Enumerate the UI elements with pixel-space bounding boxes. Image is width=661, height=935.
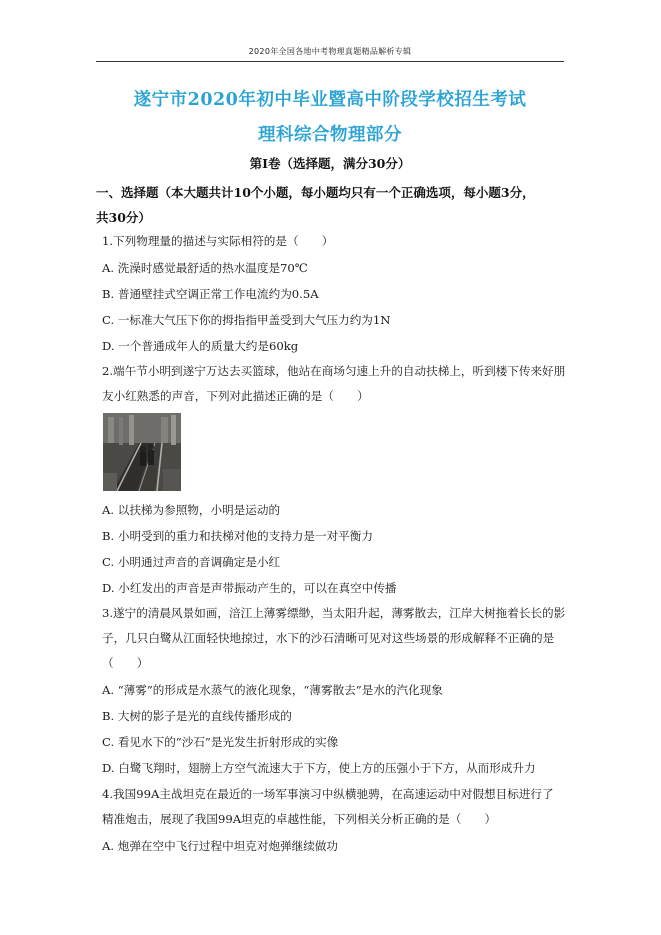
q3-option-b: B. 大树的影子是光的直线传播形成的 (102, 709, 292, 723)
volume-heading: 第I卷（选择题，满分30分） (249, 156, 411, 171)
q2-option-a: A. 以扶梯为参照物，小明是运动的 (102, 503, 281, 517)
q2-stem-line-2: 友小红熟悉的声音，下列对此描述正确的是（ ） (102, 389, 369, 403)
q1-stem: 1.下列物理量的描述与实际相符的是（ ） (102, 234, 334, 248)
q4-option-a: A. 炮弹在空中飞行过程中坦克对炮弹继续做功 (102, 839, 339, 853)
q3-option-a: A. “薄雾”的形成是水蒸气的液化现象，“薄雾散去”是水的汽化现象 (102, 683, 443, 697)
q1-option-b: B. 普通壁挂式空调正常工作电流约为0.5A (102, 287, 319, 301)
q1-option-d: D. 一个普通成年人的质量大约是60kg (102, 339, 299, 353)
header-divider (96, 61, 564, 62)
q3-stem-line-1: 3.遂宁的清晨风景如画，涪江上薄雾缥缈，当太阳升起，薄雾散去，江岸大树拖着长长的影 (102, 606, 566, 620)
escalator-photo (103, 413, 181, 491)
q2-option-b: B. 小明受到的重力和扶梯对他的支持力是一对平衡力 (102, 529, 373, 543)
q3-option-d: D. 白鹭飞翔时，翅膀上方空气流速大于下方，使上方的压强小于下方，从而形成升力 (102, 761, 536, 775)
section-heading-line-2: 共30分） (96, 210, 151, 225)
q2-option-c: C. 小明通过声音的音调确定是小红 (102, 555, 281, 569)
q1-option-c: C. 一标准大气压下你的拇指指甲盖受到大气压力约为1N (102, 313, 391, 327)
section-heading-line-1: 一、选择题（本大题共计10个小题，每小题均只有一个正确选项，每小题3分， (96, 185, 535, 200)
q3-option-c: C. 看见水下的“沙石”是光发生折射形成的实像 (102, 735, 339, 749)
exam-subtitle: 理科综合物理部分 (258, 125, 402, 145)
q3-stem-line-3: （ ） (102, 656, 149, 670)
exam-title: 遂宁市2020年初中毕业暨高中阶段学校招生考试 (133, 90, 527, 110)
q3-stem-line-2: 子，几只白鹭从江面轻快地掠过，水下的沙石清晰可见对这些场景的形成解释不正确的是 (102, 631, 555, 645)
q2-option-d: D. 小红发出的声音是声带振动产生的，可以在真空中传播 (102, 581, 397, 595)
q4-stem-line-1: 4.我国99A主战坦克在最近的一场军事演习中纵横驰骋，在高速运动中对假想目标进行了 (102, 787, 554, 801)
q2-stem-line-1: 2.端午节小明到遂宁万达去买篮球，他站在商场匀速上升的自动扶梯上，听到楼下传来好朋 (102, 364, 566, 378)
q1-option-a: A. 洗澡时感觉最舒适的热水温度是70℃ (102, 261, 308, 275)
page-header: 2020年全国各地中考物理真题精品解析专辑 (248, 47, 412, 56)
q4-stem-line-2: 精准炮击，展现了我国99A坦克的卓越性能，下列相关分析正确的是（ ） (102, 812, 497, 826)
